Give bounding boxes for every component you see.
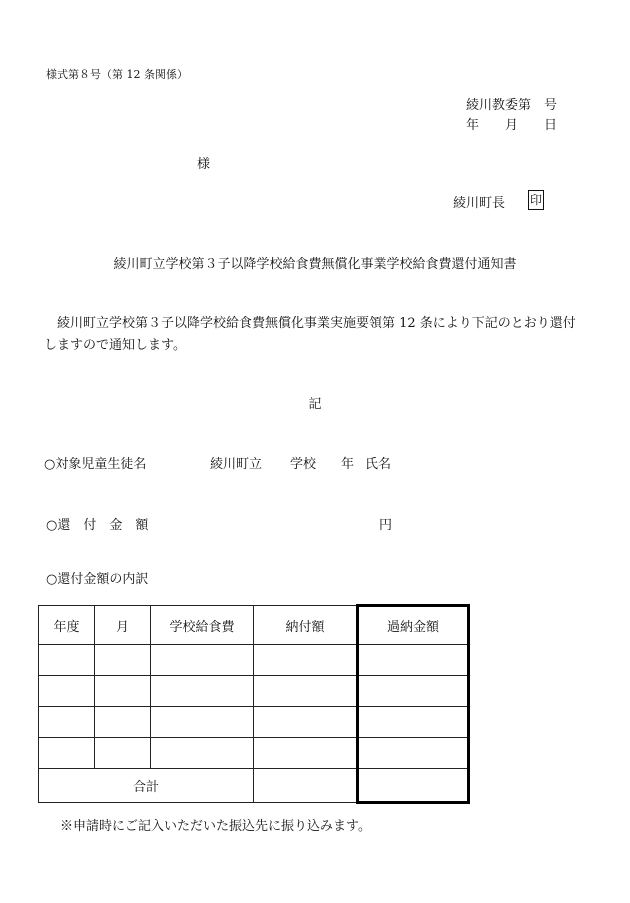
total-row [39, 769, 469, 803]
table-cell [254, 707, 358, 738]
name-label: 氏名 [365, 457, 392, 472]
header-paid-amount: 納付額 [254, 606, 358, 645]
grade-suffix: 年 [341, 457, 355, 472]
table-row [39, 645, 469, 676]
header-lunch-fee: 学校給食費 [151, 606, 254, 645]
seal-mark: 印 [528, 190, 544, 210]
sender-name: 綾川町長 [453, 196, 506, 211]
table-cell [39, 645, 95, 676]
breakdown-table [38, 604, 470, 804]
school-suffix: 学校 [290, 457, 317, 472]
table-row [39, 738, 469, 769]
reference-number: 綾川教委第 号 [466, 98, 558, 113]
table-cell [95, 676, 151, 707]
table-cell [151, 707, 254, 738]
header-month: 月 [95, 606, 151, 645]
table-cell [95, 707, 151, 738]
breakdown-label: ○還付金額の内訳 [46, 572, 149, 587]
header-fiscal-year: 年度 [39, 606, 95, 645]
table-cell [254, 738, 358, 769]
table-row [39, 676, 469, 707]
form-number: 様式第８号（第 12 条関係） [46, 68, 188, 81]
student-label: ○対象児童生徒名 [44, 457, 147, 472]
table-row [39, 707, 469, 738]
table-cell [358, 769, 469, 803]
table-cell [39, 707, 95, 738]
refund-amount-label: ○還 付 金 額 [46, 518, 149, 533]
table-cell [151, 645, 254, 676]
table-cell [39, 676, 95, 707]
table-cell [254, 769, 358, 803]
table-cell [151, 738, 254, 769]
yen-unit: 円 [379, 518, 393, 533]
document-title: 綾川町立学校第３子以降学校給食費無償化事業学校給食費還付通知書 [113, 257, 517, 272]
table-cell [39, 738, 95, 769]
ki-heading: 記 [308, 397, 322, 412]
table-header-row [39, 606, 469, 645]
transfer-note: ※申請時にご記入いただいた振込先に振り込みます。 [60, 819, 371, 834]
table-cell [254, 645, 358, 676]
table-cell [358, 645, 469, 676]
addressee-suffix: 様 [197, 157, 211, 172]
table-cell [358, 676, 469, 707]
table-cell [95, 645, 151, 676]
table-cell [95, 738, 151, 769]
table-cell [358, 707, 469, 738]
body-text: 綾川町立学校第３子以降学校給食費無償化事業実施要領第 12 条により下記のとおり還付しますので通知します。 [44, 316, 576, 353]
date-line: 年 月 日 [466, 118, 558, 133]
total-label: 合計 [39, 769, 254, 803]
header-overpaid-amount: 過納金額 [358, 606, 469, 645]
table-cell [151, 676, 254, 707]
table-cell [358, 738, 469, 769]
school-prefix: 綾川町立 [210, 457, 263, 472]
table-cell [254, 676, 358, 707]
